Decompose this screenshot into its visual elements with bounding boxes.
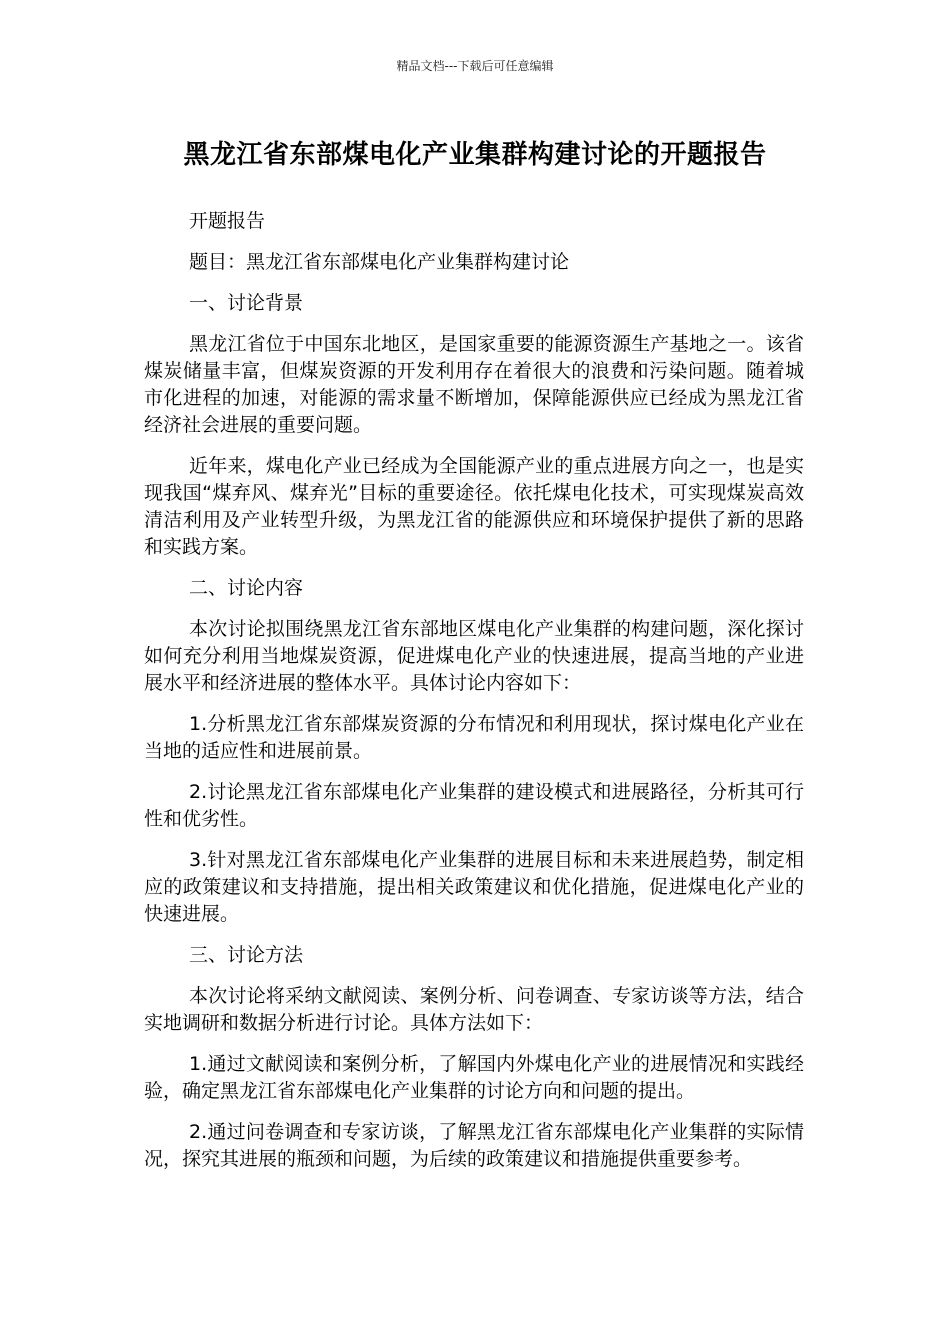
section-heading-background: 一、讨论背景 [189, 292, 304, 314]
paragraph-content-item-2: 2.讨论黑龙江省东部煤电化产业集群的建设模式和进展路径，分析其可行性和优劣性。 [144, 781, 804, 830]
paragraph-method-item-2: 2.通过问卷调查和专家访谈，了解黑龙江省东部煤电化产业集群的实际情况，探究其进展的瓶颈和问题，为后续的政策建议和措施提供重要参考。 [144, 1121, 804, 1170]
paragraph-content-intro: 本次讨论拟围绕黑龙江省东部地区煤电化产业集群的构建问题，深化探讨如何充分利用当地煤炭资源，促进煤电化产业的快速进展，提高当地的产业进展水平和经济进展的整体水平。具体讨论内容如下： [144, 618, 804, 694]
paragraph-background-1: 黑龙江省位于中国东北地区，是国家重要的能源资源生产基地之一。该省煤炭储量丰富，但煤炭资源的开发利用存在着很大的浪费和污染问题。随着城市化进程的加速，对能源的需求量不断增加，保障能源供应已经成为黑龙江省经济社会进展的重要问题。 [144, 333, 804, 436]
document-title: 黑龙江省东部煤电化产业集群构建讨论的开题报告 [183, 140, 767, 170]
report-label: 开题报告 [189, 210, 266, 232]
section-heading-method: 三、讨论方法 [189, 944, 304, 966]
paragraph-method-intro: 本次讨论将采纳文献阅读、案例分析、问卷调查、专家访谈等方法，结合实地调研和数据分析进行讨论。具体方法如下： [144, 985, 804, 1034]
paragraph-content-item-1: 1.分析黑龙江省东部煤炭资源的分布情况和利用现状，探讨煤电化产业在当地的适应性和进展前景。 [144, 713, 804, 762]
paragraph-method-item-1: 1.通过文献阅读和案例分析，了解国内外煤电化产业的进展情况和实践经验，确定黑龙江省东部煤电化产业集群的讨论方向和问题的提出。 [144, 1053, 804, 1102]
paragraph-content-item-3: 3.针对黑龙江省东部煤电化产业集群的进展目标和未来进展趋势，制定相应的政策建议和支持措施，提出相关政策建议和优化措施，促进煤电化产业的快速进展。 [144, 849, 804, 925]
document-body [144, 208, 804, 1187]
topic-line: 题目：黑龙江省东部煤电化产业集群构建讨论 [189, 251, 570, 273]
section-heading-content: 二、讨论内容 [189, 577, 304, 599]
paragraph-background-2: 近年来，煤电化产业已经成为全国能源产业的重点进展方向之一，也是实现我国“煤弃风、煤弃光”目标的重要途径。依托煤电化技术，可实现煤炭高效清洁利用及产业转型升级，为黑龙江省的能源供应和环境保护提供了新的思路和实践方案。 [144, 455, 804, 558]
header-note: 精品文档---下载后可任意编辑 [396, 59, 554, 73]
